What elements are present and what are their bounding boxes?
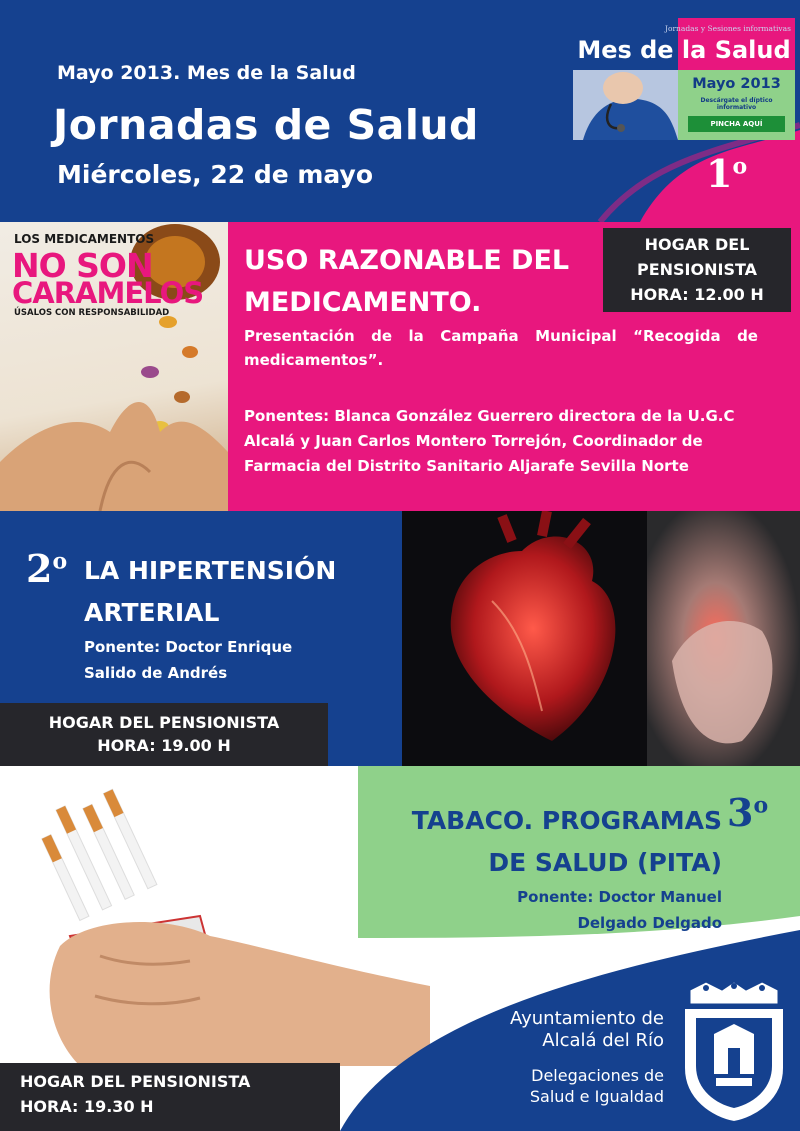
section-2-speaker xyxy=(84,634,394,686)
section-3-title xyxy=(360,800,722,884)
speaker-line1: Ponente: Doctor Enrique xyxy=(84,638,293,656)
location-time: HORA: 19.00 H xyxy=(97,736,231,755)
image-text-line1: LOS MEDICAMENTOS xyxy=(14,232,155,246)
image-text-line2: NO SON xyxy=(12,246,153,285)
banner-mes-salud: Mes de la Salud xyxy=(577,36,791,64)
banner-mayo: Mayo 2013 xyxy=(692,76,781,92)
banner-green-block xyxy=(678,70,795,140)
section-2-number: 2$^o$ xyxy=(26,546,68,591)
speaker-line1: Ponente: Doctor Manuel xyxy=(517,888,722,906)
section-1-title xyxy=(244,240,604,324)
banner-top-text: Jornadas y Sesiones informativas xyxy=(664,24,791,33)
header-subtitle: Mayo 2013. Mes de la Salud xyxy=(57,62,356,84)
org-line1: Ayuntamiento de xyxy=(510,1008,664,1029)
section-1-title-line1: USO RAZONABLE DEL xyxy=(244,245,570,276)
section-1-title-line2: MEDICAMENTO. xyxy=(244,287,482,318)
section-2-title-line2: ARTERIAL xyxy=(84,598,220,627)
section-3-title-line1: TABACO. PROGRAMAS xyxy=(411,806,722,835)
heart-image xyxy=(402,511,800,766)
speaker-line2: Salido de Andrés xyxy=(84,664,228,682)
section-2-location-box xyxy=(0,703,328,766)
heart-illustration xyxy=(402,511,800,766)
banner-thumbnail[interactable] xyxy=(573,18,795,140)
location-line2: PENSIONISTA xyxy=(636,260,758,279)
section-1-location-box xyxy=(603,228,791,312)
page-title: Jornadas de Salud xyxy=(53,101,479,149)
dept-line2: Salud e Igualdad xyxy=(529,1087,664,1106)
location-line1: HOGAR DEL PENSIONISTA xyxy=(20,1072,251,1091)
pincha-aqui-button[interactable]: PINCHA AQUÍ xyxy=(688,116,785,132)
image-text-line3: CARAMELOS xyxy=(12,276,204,310)
location-line1: HOGAR DEL PENSIONISTA xyxy=(48,713,280,732)
image-text-line4: ÚSALOS CON RESPONSABILIDAD xyxy=(14,308,170,318)
delegaciones-name xyxy=(480,1065,664,1107)
banner-description: Descárgate el díptico informativo xyxy=(700,97,773,111)
header-panel xyxy=(0,0,800,222)
doctor-image xyxy=(573,70,678,140)
location-time: HORA: 12.00 H xyxy=(630,285,764,304)
section-1-speakers: Ponentes: Blanca González Guerrero directora de la U.G.C Alcalá y Juan Carlos Montero Torrejón, Coordinador de Farmacia del Distrito Sanitario Aljarafe Sevilla Norte xyxy=(244,407,735,475)
dept-line1: Delegaciones de xyxy=(531,1066,664,1085)
section-2-title xyxy=(84,550,394,634)
section-1-number: 1$^o$ xyxy=(706,151,748,196)
org-line2: Alcalá del Río xyxy=(542,1030,664,1051)
section-3-location-box xyxy=(0,1063,340,1131)
location-time: HORA: 19.30 H xyxy=(20,1097,154,1116)
medicamentos-image xyxy=(0,222,228,511)
section-3-speaker xyxy=(470,884,722,936)
location-line1: HOGAR DEL xyxy=(644,235,750,254)
speaker-line2: Delgado Delgado xyxy=(577,914,722,932)
section-1-description: Presentación de la Campaña Municipal “Recogida de medicamentos”. xyxy=(244,327,758,369)
ayuntamiento-name xyxy=(480,1008,664,1052)
doctor-illustration xyxy=(573,70,678,140)
section-3-title-line2: DE SALUD (PITA) xyxy=(488,848,722,877)
coat-of-arms-icon xyxy=(676,982,792,1124)
section-3-number: 3$^o$ xyxy=(727,790,769,835)
event-date: Miércoles, 22 de mayo xyxy=(57,160,374,189)
section-2-title-line1: LA HIPERTENSIÓN xyxy=(84,556,337,585)
